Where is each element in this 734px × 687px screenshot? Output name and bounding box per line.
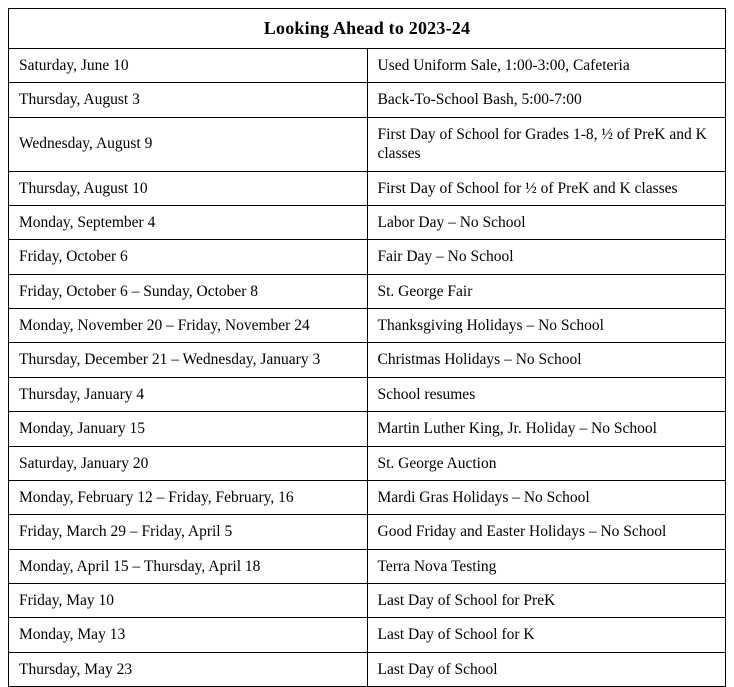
date-cell: Saturday, June 10 (9, 49, 368, 83)
event-cell: Last Day of School (367, 652, 726, 686)
table-row (9, 240, 726, 274)
date-cell: Saturday, January 20 (9, 446, 368, 480)
calendar-table (8, 8, 726, 687)
event-cell: School resumes (367, 377, 726, 411)
date-cell: Thursday, August 3 (9, 83, 368, 117)
date-cell: Friday, March 29 – Friday, April 5 (9, 515, 368, 549)
event-cell: First Day of School for ½ of PreK and K classes (367, 171, 726, 205)
date-cell: Wednesday, August 9 (9, 117, 368, 171)
table-row (9, 446, 726, 480)
event-cell: First Day of School for Grades 1-8, ½ of PreK and K classes (367, 117, 726, 171)
table-row (9, 274, 726, 308)
event-cell: Good Friday and Easter Holidays – No School (367, 515, 726, 549)
table-row (9, 412, 726, 446)
event-cell: Back-To-School Bash, 5:00-7:00 (367, 83, 726, 117)
title-row (9, 9, 726, 49)
table-row (9, 480, 726, 514)
event-cell: St. George Auction (367, 446, 726, 480)
date-cell: Thursday, December 21 – Wednesday, January 3 (9, 343, 368, 377)
date-cell: Monday, January 15 (9, 412, 368, 446)
date-cell: Monday, September 4 (9, 205, 368, 239)
event-cell: Fair Day – No School (367, 240, 726, 274)
table-row (9, 117, 726, 171)
event-cell: Used Uniform Sale, 1:00-3:00, Cafeteria (367, 49, 726, 83)
table-row (9, 549, 726, 583)
table-row (9, 652, 726, 686)
table-row (9, 584, 726, 618)
event-cell: Last Day of School for PreK (367, 584, 726, 618)
table-row (9, 618, 726, 652)
table-row (9, 205, 726, 239)
page-title: Looking Ahead to 2023-24 (9, 9, 726, 49)
event-cell: Christmas Holidays – No School (367, 343, 726, 377)
date-cell: Friday, October 6 – Sunday, October 8 (9, 274, 368, 308)
table-row (9, 515, 726, 549)
date-cell: Thursday, January 4 (9, 377, 368, 411)
event-cell: Terra Nova Testing (367, 549, 726, 583)
calendar-table-body (9, 49, 726, 687)
date-cell: Friday, October 6 (9, 240, 368, 274)
event-cell: St. George Fair (367, 274, 726, 308)
date-cell: Monday, February 12 – Friday, February, 16 (9, 480, 368, 514)
date-cell: Thursday, May 23 (9, 652, 368, 686)
table-row (9, 49, 726, 83)
event-cell: Martin Luther King, Jr. Holiday – No School (367, 412, 726, 446)
date-cell: Monday, April 15 – Thursday, April 18 (9, 549, 368, 583)
table-row (9, 377, 726, 411)
date-cell: Monday, May 13 (9, 618, 368, 652)
table-row (9, 309, 726, 343)
calendar-table-head (9, 9, 726, 49)
event-cell: Mardi Gras Holidays – No School (367, 480, 726, 514)
event-cell: Last Day of School for K (367, 618, 726, 652)
table-row (9, 343, 726, 377)
table-row (9, 83, 726, 117)
table-row (9, 171, 726, 205)
event-cell: Labor Day – No School (367, 205, 726, 239)
event-cell: Thanksgiving Holidays – No School (367, 309, 726, 343)
date-cell: Thursday, August 10 (9, 171, 368, 205)
date-cell: Friday, May 10 (9, 584, 368, 618)
date-cell: Monday, November 20 – Friday, November 24 (9, 309, 368, 343)
